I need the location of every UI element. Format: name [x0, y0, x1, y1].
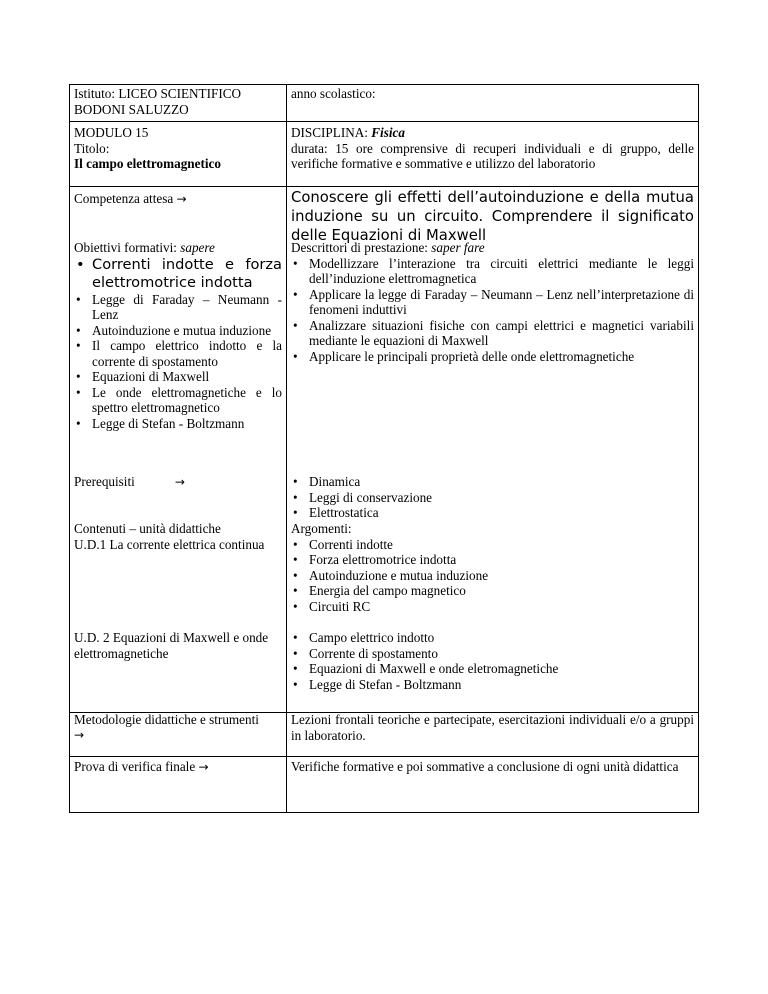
- titolo-label: Titolo:: [74, 140, 110, 156]
- row-divider-6: [69, 756, 699, 757]
- list-item: • Correnti indotte: [291, 537, 694, 553]
- istituto-line2: BODONI SALUZZO: [74, 101, 189, 117]
- list-item: • Corrente di spostamento: [291, 646, 694, 662]
- list-item: • Modellizzare l’interazione tra circuiti elettrici mediante le leggi dell’induzione elettromagnetica: [291, 256, 694, 287]
- descrittori-cell: [287, 240, 698, 364]
- arrow-right-icon: →: [198, 760, 209, 774]
- metodologie-label-cell: [70, 712, 286, 743]
- metodologie-label: Metodologie didattiche e strumenti: [74, 712, 259, 727]
- disciplina-value: Fisica: [371, 125, 405, 140]
- list-item: • Legge di Faraday – Neumann - Lenz: [74, 292, 282, 323]
- metodologie-text: Lezioni frontali teoriche e partecipate, esercitazioni individuali e/o a gruppi in laboratorio.: [291, 712, 694, 743]
- list-item: • Il campo elettrico indotto e la corrente di spostamento: [74, 338, 282, 369]
- list-item: • Forza elettromotrice indotta: [291, 552, 694, 568]
- prova-text-cell: [287, 759, 698, 775]
- obiettivi-label-sapere: sapere: [180, 240, 215, 255]
- prerequisiti-label-cell: [70, 474, 286, 491]
- modulo-number: MODULO 15: [74, 125, 149, 140]
- list-item: • Correnti indotte e forza elettromotrice indotta: [74, 256, 282, 292]
- ud1-list: [291, 537, 694, 615]
- list-item: • Le onde elettromagnetiche e lo spettro elettromagnetico: [74, 385, 282, 416]
- ud2-cell: [70, 630, 286, 661]
- list-item: • Autoinduzione e mutua induzione: [291, 568, 694, 584]
- competenza-label-cell: [70, 191, 286, 208]
- descrittori-list: [291, 256, 694, 365]
- competenza-text-cell: [287, 188, 698, 245]
- list-item: • Equazioni di Maxwell e onde eletromagnetiche: [291, 661, 694, 677]
- row-divider-2: [69, 186, 699, 187]
- anno-scolastico: anno scolastico:: [291, 86, 376, 101]
- modulo-title: Il campo elettromagnetico: [74, 156, 221, 171]
- obiettivi-list: [74, 256, 282, 432]
- list-item: • Analizzare situazioni fisiche con campi elettrici e magnetici variabili mediante le equazioni di Maxwell: [291, 318, 694, 349]
- metodologie-text-cell: [287, 712, 698, 743]
- list-item: • Equazioni di Maxwell: [74, 369, 282, 385]
- arrow-right-icon: →: [174, 475, 185, 489]
- list-item: • Applicare le principali proprietà delle onde elettromagnetiche: [291, 349, 694, 365]
- disciplina-cell: [287, 125, 698, 172]
- prerequisiti-label: Prerequisiti: [74, 474, 135, 489]
- istituto-line1: Istituto: LICEO SCIENTIFICO: [74, 86, 242, 101]
- list-item: • Elettrostatica: [291, 505, 694, 521]
- durata-text: durata: 15 ore comprensive di recuperi individuali e di gruppo, delle verifiche formative e sommative e utilizzo del laboratorio: [291, 140, 694, 171]
- list-item: • Energia del campo magnetico: [291, 583, 694, 599]
- contenuti-cell: [70, 521, 286, 552]
- argomenti-ud2-cell: [287, 630, 698, 692]
- table-border-right: [698, 84, 699, 813]
- arrow-right-icon: →: [74, 727, 85, 742]
- argomenti-label: Argomenti:: [291, 521, 352, 536]
- ud2-label: U.D. 2 Equazioni di Maxwell e onde elettromagnetiche: [74, 630, 269, 661]
- prerequisiti-list: [291, 474, 694, 521]
- anno-scolastico-cell: [287, 86, 698, 102]
- obiettivi-cell: [70, 240, 286, 431]
- disciplina-label: DISCIPLINA:: [291, 125, 368, 140]
- prova-text: Verifiche formative e poi sommative a conclusione di ogni unità didattica: [291, 759, 679, 774]
- arrow-right-icon: →: [176, 192, 187, 206]
- prova-label-cell: [70, 759, 286, 776]
- prova-label: Prova di verifica finale: [74, 759, 196, 774]
- modulo-cell: [70, 125, 286, 172]
- obiettivi-label: Obiettivi formativi:: [74, 240, 177, 255]
- list-item: • Dinamica: [291, 474, 694, 490]
- prerequisiti-list-cell: [287, 474, 698, 521]
- list-item: • Legge di Stefan - Boltzmann: [291, 677, 694, 693]
- list-item: • Campo elettrico indotto: [291, 630, 694, 646]
- list-item: • Autoinduzione e mutua induzione: [74, 323, 282, 339]
- list-item: • Applicare la legge di Faraday – Neumann – Lenz nell’interpretazione di fenomeni induttivi: [291, 287, 694, 318]
- list-item: • Legge di Stefan - Boltzmann: [74, 416, 282, 432]
- table-border-top: [69, 84, 699, 85]
- istituto-cell: [70, 86, 286, 117]
- descrittori-label: Descrittori di prestazione:: [291, 240, 428, 255]
- contenuti-label: Contenuti – unità didattiche: [74, 521, 221, 536]
- ud1-label: U.D.1 La corrente elettrica continua: [74, 536, 265, 552]
- row-divider-1: [69, 121, 699, 122]
- competenza-text: Conoscere gli effetti dell’autoinduzione e della mutua induzione su un circuito. Comprendere il significato delle Equazioni di Maxwell: [291, 189, 694, 244]
- competenza-label: Competenza attesa: [74, 191, 174, 206]
- table-border-bottom: [69, 812, 699, 813]
- ud2-list: [291, 630, 694, 692]
- list-item: • Circuiti RC: [291, 599, 694, 615]
- list-item: • Leggi di conservazione: [291, 490, 694, 506]
- argomenti-ud1-cell: [287, 521, 698, 614]
- descrittori-label-saper-fare: saper fare: [431, 240, 485, 255]
